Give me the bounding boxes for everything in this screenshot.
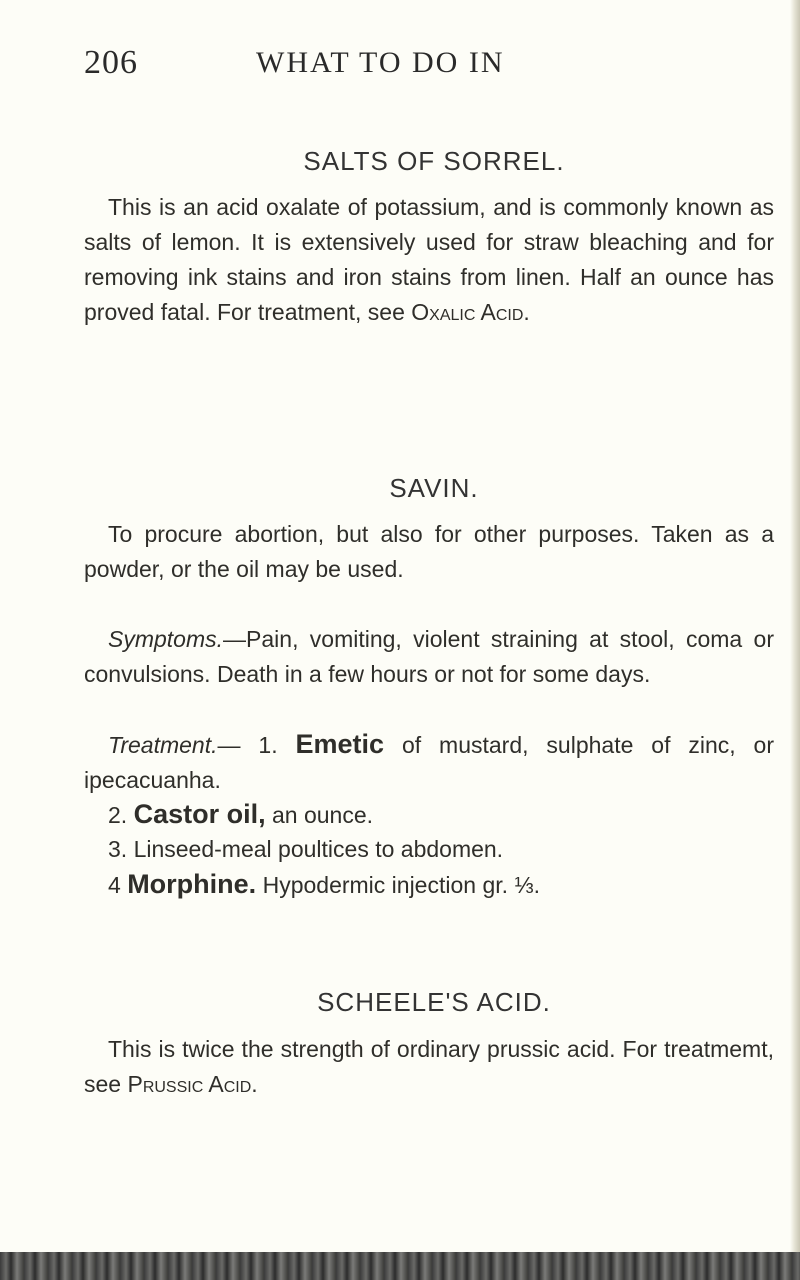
symptoms-label: Symptoms. [108,626,224,652]
savin-intro: To procure abortion, but also for other purposes. Taken as a powder, or the oil may be used. [84,521,774,582]
treatment-dash: — 1. [217,732,278,758]
treatment-item-3: 3. Linseed-meal poultices to abdomen. [108,836,504,862]
scheele-xref: Prussic Acid. [127,1071,258,1097]
item2-text: an ounce. [272,802,374,828]
heading-salts-of-sorrel: SALTS OF SORREL. [303,146,565,176]
heading-savin: SAVIN. [389,473,479,503]
page-bottom-border [0,1252,800,1280]
item4-bold: Morphine. [127,869,257,899]
item1-bold: Emetic [295,729,385,759]
savin-symptoms [84,622,774,692]
scheele-text: This is twice the strength of ordinary prussic acid. For treatmemt, see [84,1036,774,1097]
page-number: 206 [84,44,138,81]
symptoms-text: —Pain, vomiting, violent straining at stool, coma or convulsions. Death in a few hours or not for some days. [84,626,774,687]
scheele-paragraph [84,1032,774,1102]
item1-text: of mustard, sulphate of zinc, or ipecacuanha. [84,732,774,793]
item2-num: 2. [108,802,128,828]
item4-num: 4 [108,872,121,898]
treatment-item-2 [84,797,774,833]
item2-bold: Castor oil, [133,799,266,829]
running-title: WHAT TO DO IN [256,46,505,79]
sorrel-paragraph [84,190,774,330]
heading-scheeles-acid: SCHEELE'S ACID. [317,987,551,1017]
sorrel-xref: Oxalic Acid. [411,299,530,325]
sorrel-text: This is an acid oxalate of potassium, and is commonly known as salts of lemon. It is extensively used for straw bleaching and for removing ink stains and iron stains from linen. Half an ounce has proved fatal. For treatment, see [84,194,774,325]
savin-treatment [84,727,774,798]
item4-text: Hypodermic injection gr. ⅓. [262,872,540,898]
page-edge-shadow [790,0,800,1280]
treatment-label: Treatment. [108,732,218,758]
treatment-item-4 [84,867,774,903]
